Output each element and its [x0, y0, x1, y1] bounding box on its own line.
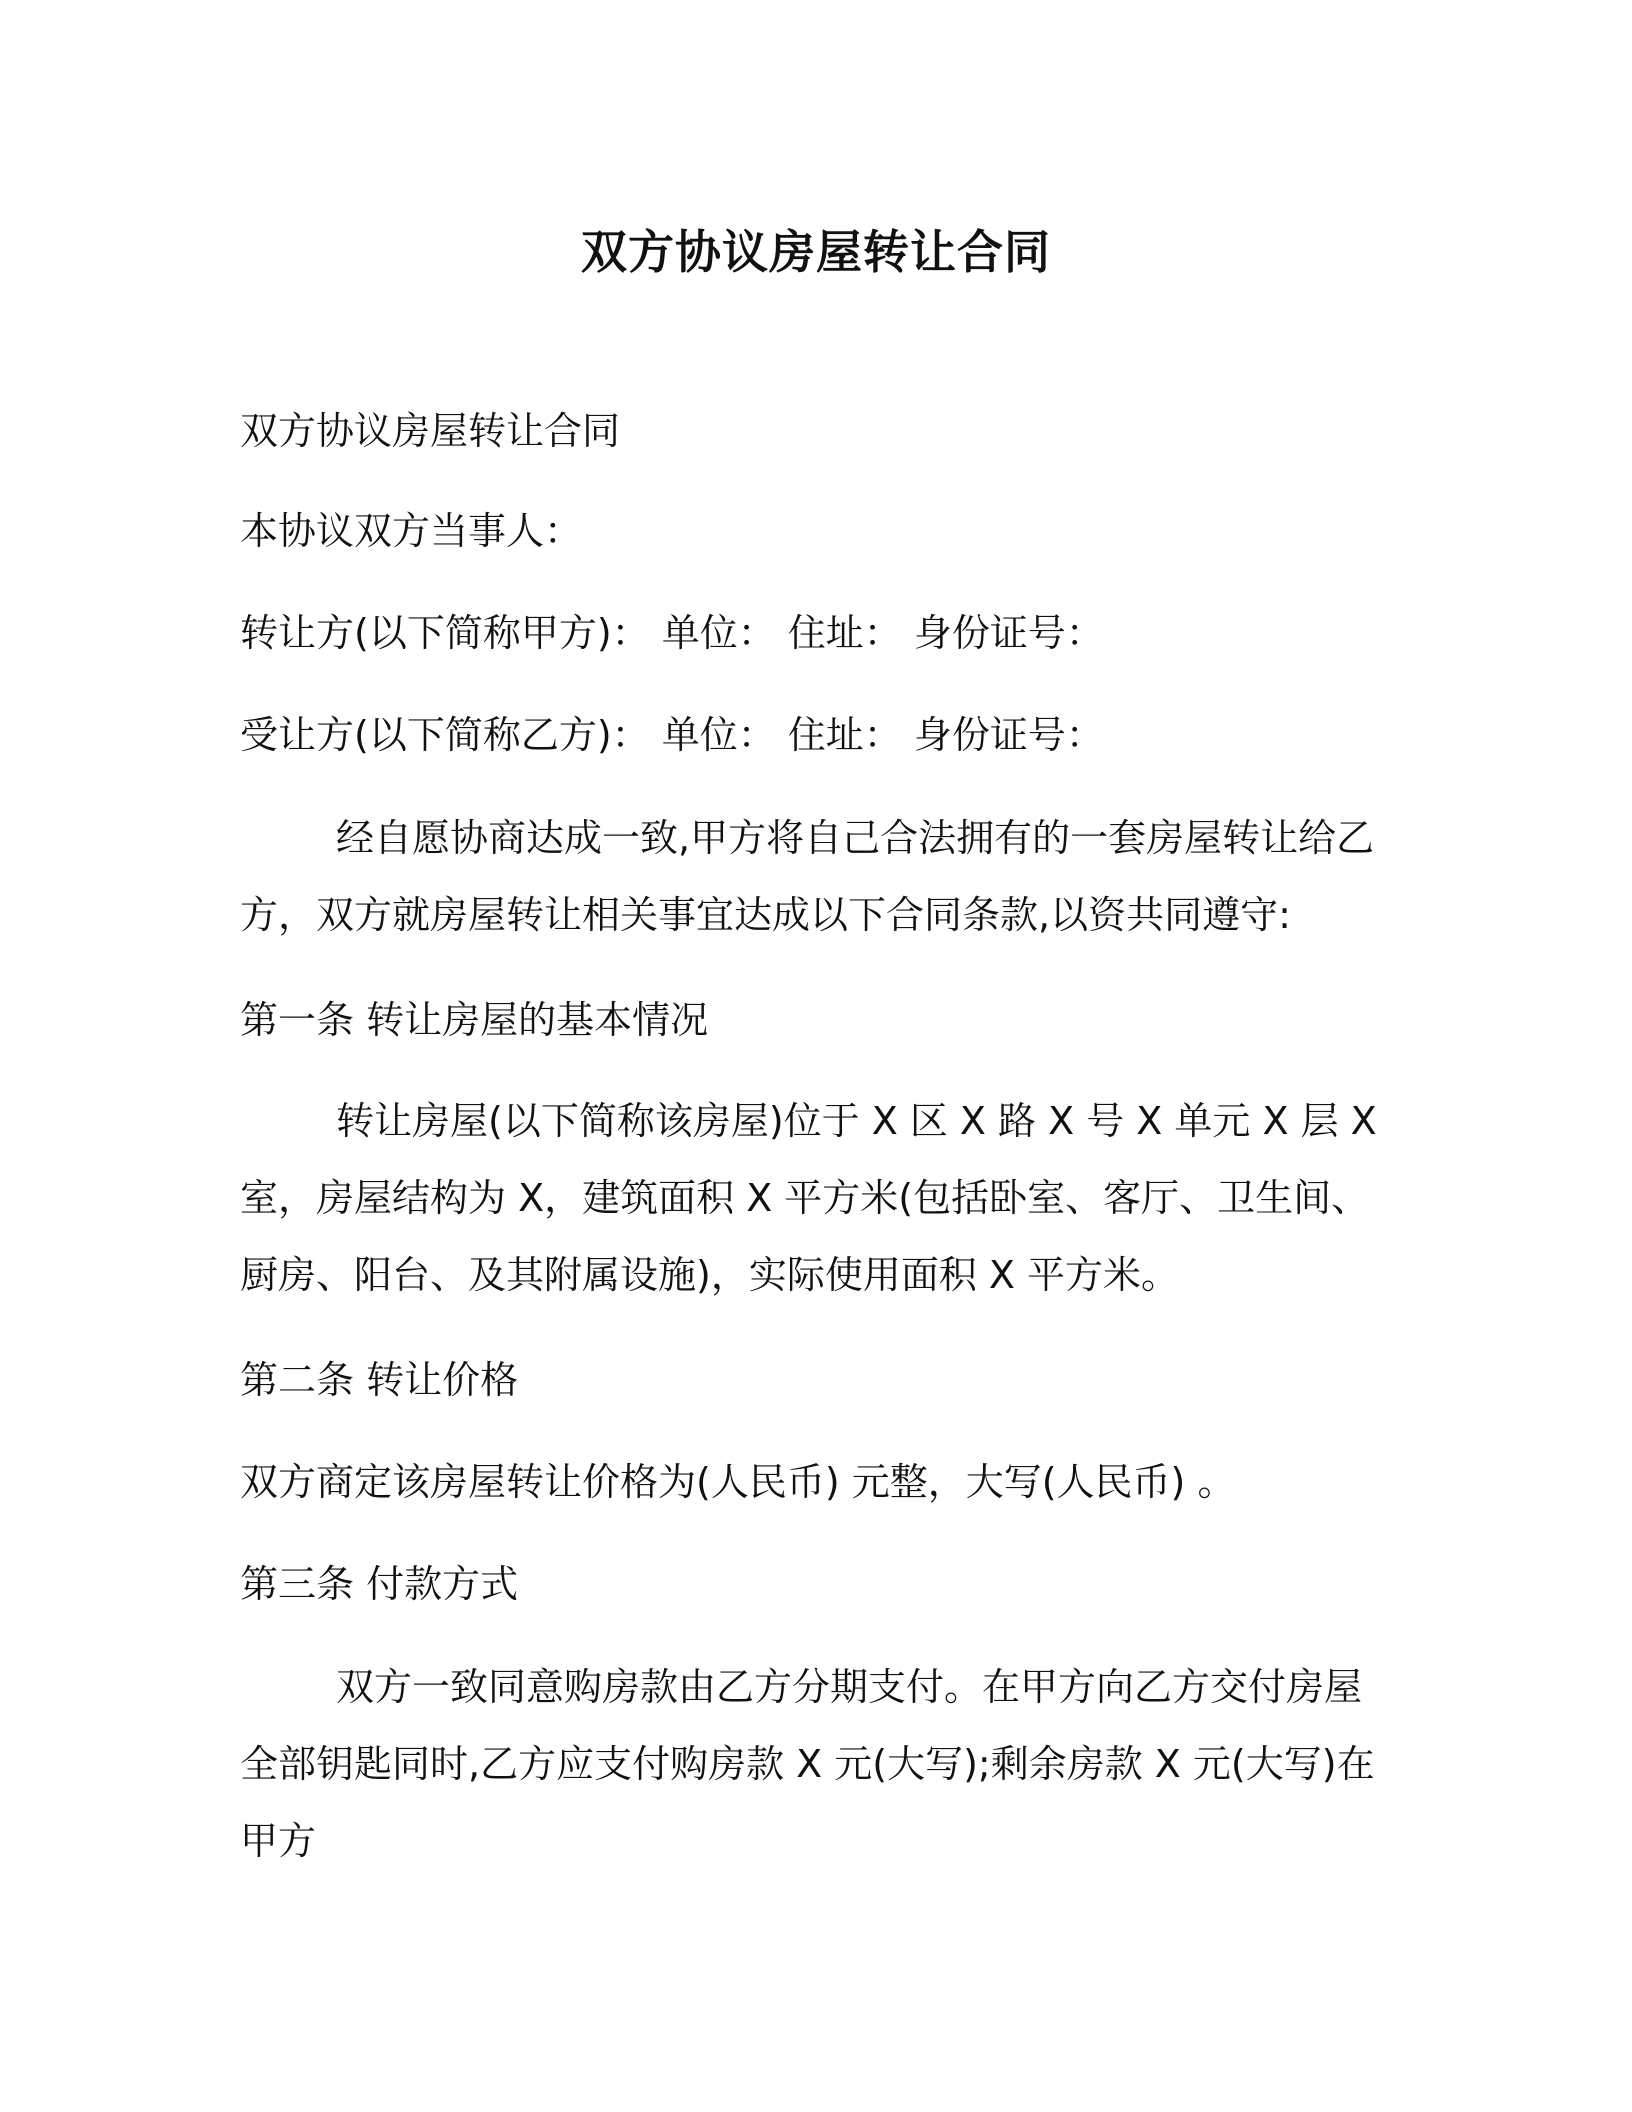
- paragraph-transferee: 受让方(以下简称乙方)： 单位： 住址： 身份证号：: [240, 713, 1104, 757]
- article-3-heading: 第三条 付款方式: [240, 1562, 519, 1606]
- paragraph-heading: 双方协议房屋转让合同: [240, 409, 621, 453]
- paragraph-transferor: 转让方(以下简称甲方)： 单位： 住址： 身份证号：: [240, 611, 1104, 655]
- article-1-text: 转让房屋(以下简称该房屋)位于 X 区 X 路 X 号 X 单元 X 层 X 室，房屋结构为 X，建筑面积 X 平方米(包括卧室、客厅、卫生间、厨房、阳台、及其附属设施)，实际使用面积 X 平方米。: [240, 1099, 1377, 1297]
- document-title: 双方协议房屋转让合同: [581, 225, 1051, 279]
- paragraph-agreement: 经自愿协商达成一致,甲方将自己合法拥有的一套房屋转让给乙方，双方就房屋转让相关事宜达成以下合同条款,以资共同遵守:: [240, 816, 1375, 937]
- article-1-heading: 第一条 转让房屋的基本情况: [240, 998, 709, 1042]
- article-3-text: 双方一致同意购房款由乙方分期支付。在甲方向乙方交付房屋全部钥匙同时,乙方应支付购房款 X 元(大写);剩余房款 X 元(大写)在甲方: [240, 1665, 1375, 1863]
- article-2-heading: 第二条 转让价格: [240, 1358, 519, 1402]
- article-2-text: 双方商定该房屋转让价格为(人民币) 元整，大写(人民币) 。: [240, 1460, 1236, 1504]
- paragraph-parties: 本协议双方当事人：: [240, 509, 583, 553]
